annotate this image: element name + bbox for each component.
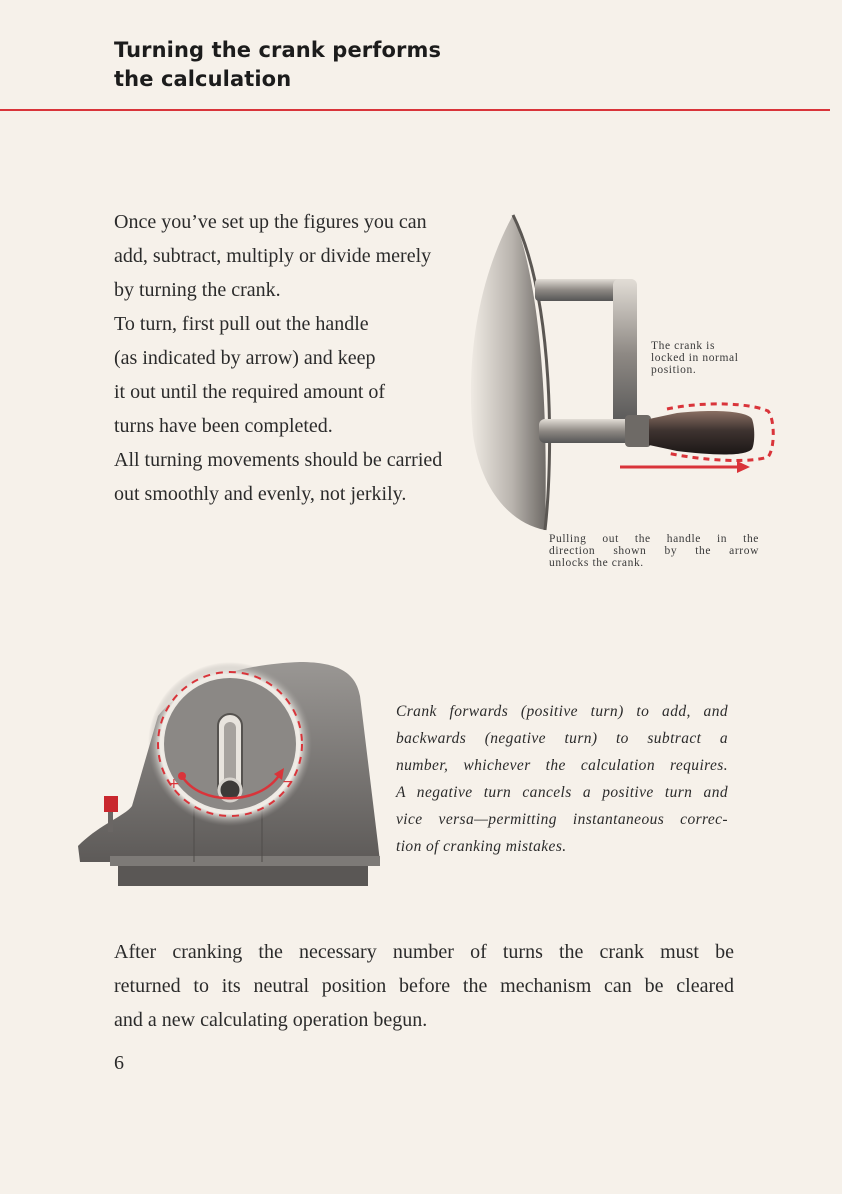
- intro-line: by turning the crank.: [114, 279, 281, 301]
- intro-line: add, subtract, multiply or divide merely: [114, 245, 432, 267]
- closing-line: returned to its neutral position before the mechanism can be cleared: [114, 975, 734, 997]
- intro-line: Once you’ve set up the figures you can: [114, 211, 427, 233]
- caption-pull-handle: [549, 533, 759, 569]
- positive-turn-mark: +: [168, 776, 180, 792]
- title-line-2: the calculation: [114, 67, 292, 91]
- direction-line: Crank forwards (positive turn) to add, and: [396, 703, 728, 720]
- caption-line: direction shown by the arrow: [549, 545, 759, 557]
- calculator-side-illustration: [70, 656, 390, 892]
- direction-line: tion of cranking mistakes.: [396, 838, 567, 855]
- heading-rule: [0, 109, 830, 111]
- caption-line: The crank is: [651, 340, 716, 352]
- page-title: [114, 36, 441, 94]
- direction-line: backwards (negative turn) to subtract a: [396, 730, 728, 747]
- closing-line: After cranking the necessary number of turns the crank must be: [114, 941, 734, 963]
- crank-shaft: [539, 419, 639, 443]
- intro-line: out smoothly and evenly, not jerkily.: [114, 483, 407, 505]
- intro-line: (as indicated by arrow) and keep: [114, 347, 376, 369]
- caption-line: position.: [651, 364, 697, 376]
- caption-line: locked in normal: [651, 352, 739, 364]
- direction-line: number, whichever the calculation requires.: [396, 757, 728, 774]
- direction-line: A negative turn cancels a positive turn and: [396, 784, 728, 801]
- closing-paragraph: [114, 935, 734, 1037]
- intro-paragraph: [114, 205, 514, 511]
- crank-arm-vertical: [613, 279, 637, 429]
- pull-arrow-head: [737, 461, 750, 473]
- crank-handle-knob: [649, 411, 754, 455]
- intro-line: turns have been completed.: [114, 415, 333, 437]
- intro-line: To turn, first pull out the handle: [114, 313, 369, 335]
- caption-crank-locked: [651, 340, 739, 376]
- intro-line: it out until the required amount of: [114, 381, 386, 403]
- negative-turn-mark: −: [282, 774, 294, 790]
- clearing-lever: [104, 796, 118, 812]
- intro-line: All turning movements should be carried: [114, 449, 443, 471]
- closing-line: and a new calculating operation begun.: [114, 1009, 428, 1031]
- page-number: 6: [114, 1052, 124, 1074]
- title-line-1: Turning the crank performs: [114, 38, 442, 62]
- crank-direction-paragraph: [396, 698, 728, 860]
- caption-line: Pulling out the handle in the: [549, 533, 759, 545]
- caption-line: unlocks the crank.: [549, 557, 644, 569]
- direction-line: vice versa—permitting instantaneous correc-: [396, 811, 728, 828]
